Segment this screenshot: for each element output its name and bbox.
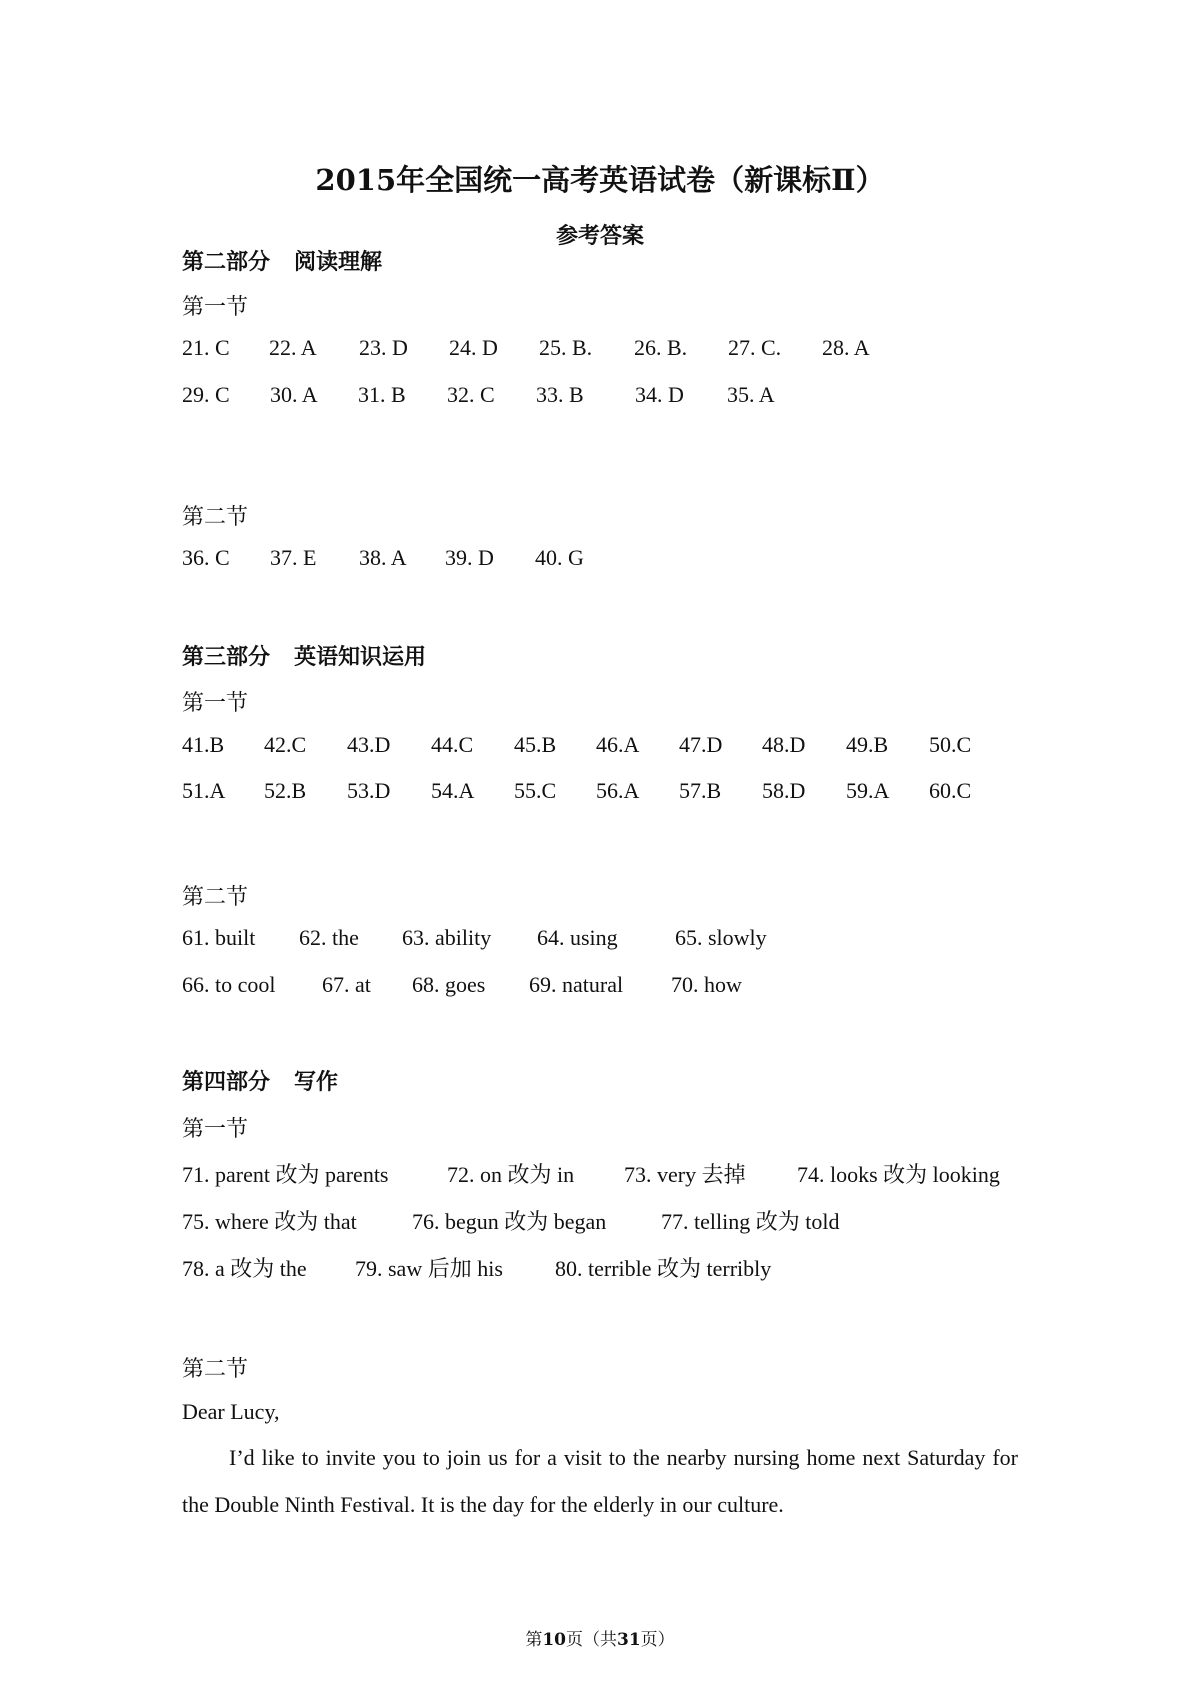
part4-heading	[182, 1065, 338, 1096]
answer-item: 43.D	[347, 732, 391, 757]
answer-item: 33. B	[536, 382, 584, 407]
answer-item: 38. A	[359, 545, 407, 570]
correction-item: 72. on 改为 in	[447, 1162, 575, 1187]
answer-item: 22. A	[269, 335, 317, 360]
answer-item: 64. using	[537, 925, 618, 950]
answer-item: 29. C	[182, 382, 230, 407]
answer-item: 35. A	[727, 382, 775, 407]
part3-heading	[182, 640, 426, 671]
page-subtitle: 参考答案	[555, 224, 644, 249]
answer-item: 46.A	[596, 732, 640, 757]
answer-item: 48.D	[762, 732, 806, 757]
answer-item: 25. B.	[539, 335, 593, 360]
correction-item: 71. parent 改为 parents	[182, 1162, 389, 1187]
part2-section2-label: 第二节	[182, 505, 249, 530]
footer-prefix: 第	[525, 1630, 543, 1650]
answer-item: 26. B.	[634, 335, 688, 360]
answer-item: 44.C	[431, 732, 474, 757]
answer-item: 70. how	[671, 972, 742, 997]
answer-item: 50.C	[929, 732, 972, 757]
answer-item: 45.B	[514, 732, 557, 757]
footer-suffix: 页）	[640, 1630, 675, 1650]
footer-page-number: 10	[542, 1630, 566, 1650]
correction-item: 80. terrible 改为 terribly	[555, 1256, 772, 1281]
answer-item: 66. to cool	[182, 972, 276, 997]
correction-item: 79. saw 后加 his	[355, 1256, 503, 1281]
correction-item: 75. where 改为 that	[182, 1209, 357, 1234]
answer-item: 65. slowly	[675, 925, 767, 950]
part3-heading-name: 英语知识运用	[294, 645, 427, 670]
answer-item: 27. C.	[728, 335, 782, 360]
answer-item: 31. B	[358, 382, 406, 407]
part4-heading-label: 第四部分	[182, 1070, 271, 1095]
answer-item: 60.C	[929, 778, 972, 803]
answer-item: 57.B	[679, 778, 722, 803]
part3-heading-label: 第三部分	[182, 645, 271, 670]
part3-section2-label: 第二节	[182, 885, 249, 910]
answer-item: 54.A	[431, 778, 475, 803]
answer-item: 47.D	[679, 732, 723, 757]
answer-item: 23. D	[359, 335, 408, 360]
answer-item: 49.B	[846, 732, 889, 757]
letter-paragraph: I’d like to invite you to join us for a visit to the nearby nursing home next Saturday for the Double Ninth Festival. It is the day for the elderly in our culture.	[182, 1445, 1018, 1517]
answer-item: 21. C	[182, 335, 230, 360]
correction-item: 78. a 改为 the	[182, 1256, 307, 1281]
answer-item: 69. natural	[529, 972, 624, 997]
answer-item: 58.D	[762, 778, 806, 803]
answer-item: 39. D	[445, 545, 494, 570]
answer-item: 67. at	[322, 972, 371, 997]
part2-section1-label: 第一节	[182, 295, 249, 320]
footer-middle: 页（共	[566, 1630, 617, 1650]
answer-item: 28. A	[822, 335, 870, 360]
answer-item: 59.A	[846, 778, 890, 803]
answer-item: 51.A	[182, 778, 226, 803]
answer-item: 37. E	[270, 545, 317, 570]
answer-item: 52.B	[264, 778, 307, 803]
part4-section1-label: 第一节	[182, 1117, 249, 1142]
correction-item: 73. very 去掉	[624, 1162, 746, 1187]
answer-item: 40. G	[535, 545, 584, 570]
part2-heading-name: 阅读理解	[294, 250, 383, 275]
correction-item: 76. begun 改为 began	[412, 1209, 607, 1234]
correction-item: 74. looks 改为 looking	[797, 1162, 1000, 1187]
part4-section2-label: 第二节	[182, 1357, 249, 1382]
page-footer	[0, 1625, 1200, 1650]
answer-item: 61. built	[182, 925, 256, 950]
answer-item: 63. ability	[402, 925, 492, 950]
part3-section1-label: 第一节	[182, 691, 249, 716]
answer-item: 24. D	[449, 335, 498, 360]
answer-item: 41.B	[182, 732, 225, 757]
part2-heading	[182, 245, 382, 276]
answer-item: 30. A	[270, 382, 318, 407]
page-title: 2015年全国统一高考英语试卷（新课标Ⅱ）	[315, 163, 885, 197]
answer-item: 62. the	[299, 925, 359, 950]
answer-item: 34. D	[635, 382, 684, 407]
answer-item: 32. C	[447, 382, 495, 407]
answer-item: 55.C	[514, 778, 557, 803]
letter-salutation: Dear Lucy,	[182, 1399, 280, 1424]
answer-item: 68. goes	[412, 972, 486, 997]
footer-total-pages: 31	[617, 1630, 641, 1650]
correction-item: 77. telling 改为 told	[661, 1209, 840, 1234]
answer-item: 56.A	[596, 778, 640, 803]
answer-item: 53.D	[347, 778, 391, 803]
answer-item: 36. C	[182, 545, 230, 570]
answer-item: 42.C	[264, 732, 307, 757]
part4-heading-name: 写作	[294, 1070, 339, 1095]
part2-heading-label: 第二部分	[182, 250, 271, 275]
